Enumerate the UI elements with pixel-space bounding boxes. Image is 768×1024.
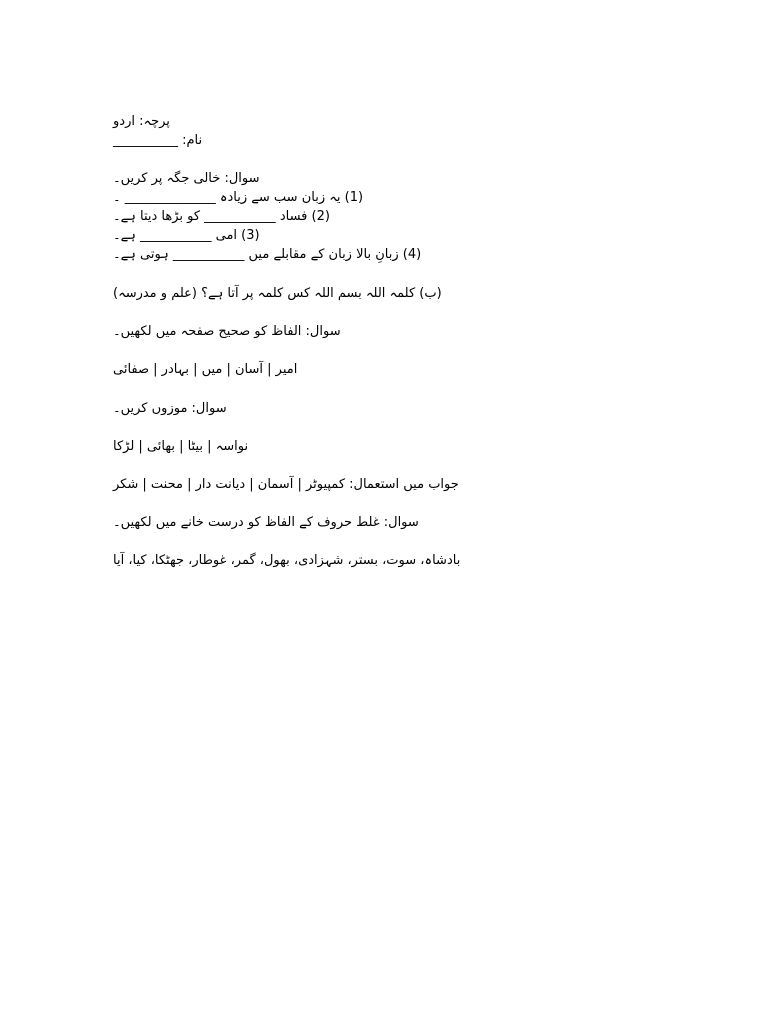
usage-words-line: جواب میں استعمال: کمپیوٹر | آسمان | دیانت دار | محنت | شکر — [113, 477, 459, 492]
words-question-title: سوال: الفاظ کو صحیح صفحہ میں لکھیں۔ — [113, 324, 341, 339]
name-field: نام: __________ — [113, 133, 203, 148]
fill-blank-item-1: (1) یہ زبان سب سے زیادہ ______________ ۔ — [113, 190, 364, 205]
spelling-question-title: سوال: غلط حروف کے الفاظ کو درست خانے میں لکھیں۔ — [113, 515, 419, 530]
words-list-1: امیر | آسان | میں | بہادر | صفائی — [113, 362, 298, 377]
question-b: (ب) کلمہ اللہ بسم اللہ کس کلمہ پر آتا ہے؟ (علم و مدرسہ) — [113, 286, 442, 301]
subject-heading: پرچہ: اردو — [113, 114, 170, 129]
spelling-words-list: بادشاہ، سوت، بستر، شہزادی، بھول، گمر، غوطار، جھٹکا، کیا، آیا — [113, 553, 461, 568]
fill-blank-item-3: (3) امی ___________ ہے۔ — [113, 228, 260, 243]
match-question-title: سوال: موزوں کریں۔ — [113, 401, 227, 416]
fill-blank-question-title: سوال: خالی جگہ پر کریں۔ — [113, 171, 260, 186]
fill-blank-item-2: (2) فساد ___________ کو بڑھا دیتا ہے۔ — [113, 209, 330, 224]
fill-blank-item-4: (4) زبانِ بالا زبان کے مقابلے میں ___________ ہوتی ہے۔ — [113, 247, 422, 262]
words-list-2: نواسہ | بیٹا | بھائی | لڑکا — [113, 439, 249, 454]
